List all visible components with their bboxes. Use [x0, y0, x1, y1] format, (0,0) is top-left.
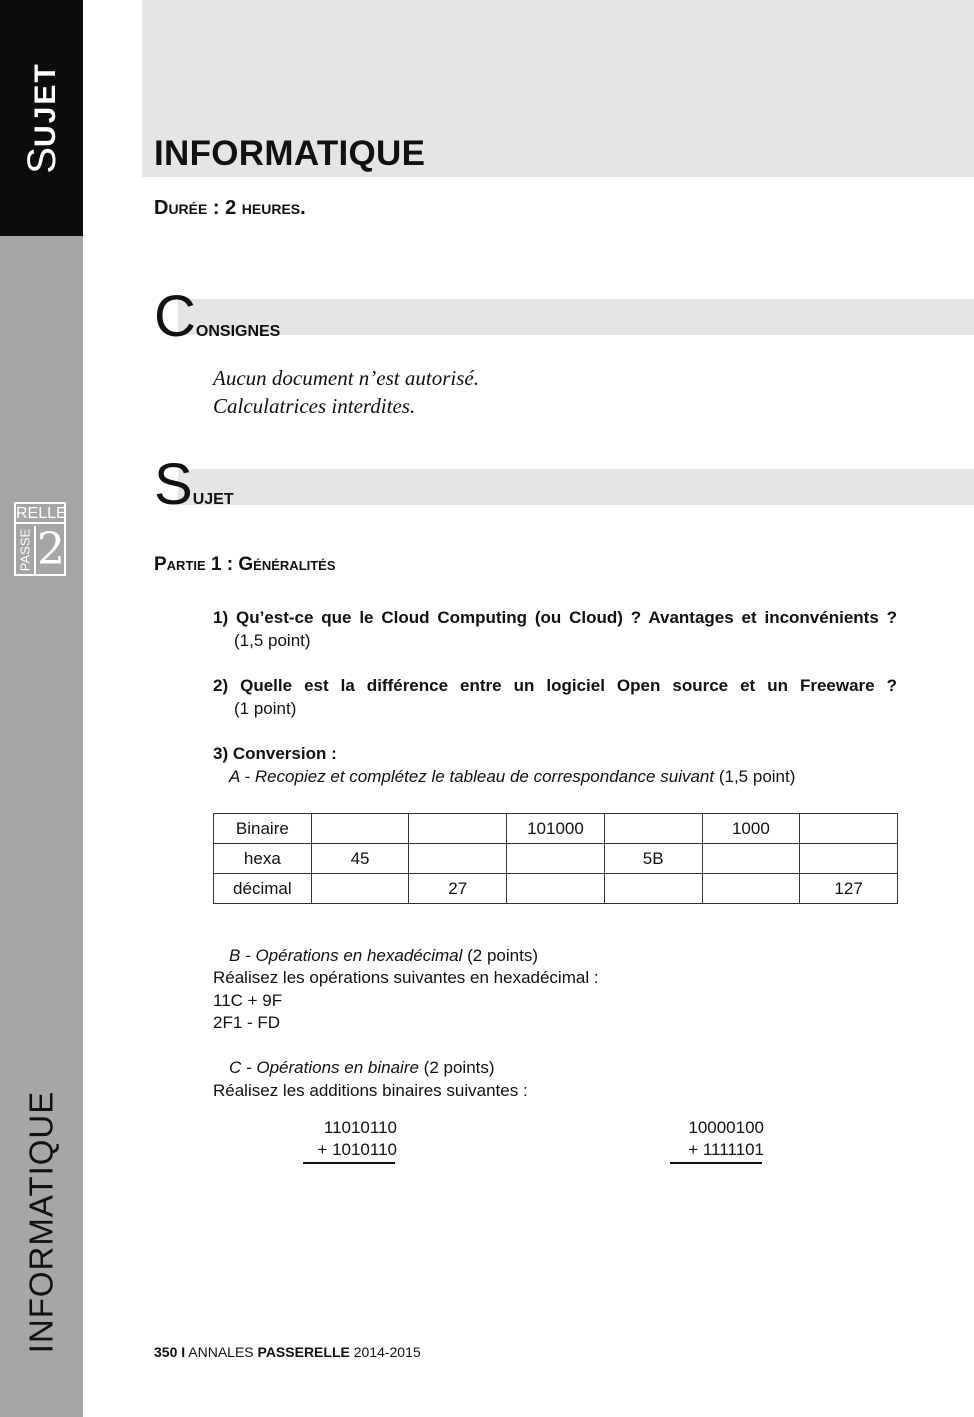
- section-c-title: C - Opérations en binaire (2 points): [229, 1058, 495, 1077]
- hex-operation-1: 11C + 9F: [213, 991, 283, 1010]
- addition-rule: [303, 1162, 395, 1164]
- question-1: 1) Qu’est-ce que le Cloud Computing (ou Cloud) ? Avantages et inconvénients ? (1,5 point): [213, 608, 897, 650]
- question-2: 2) Quelle est la différence entre un logiciel Open source et un Freeware ? (1 point): [213, 676, 897, 718]
- sidebar-subject-label: INFORMATIQUE: [22, 1090, 60, 1354]
- consigne-line-2: Calculatrices interdites.: [213, 394, 416, 418]
- partie-1-title: Partie 1 : Généralités: [154, 554, 336, 575]
- sujet-band: [178, 469, 974, 505]
- page-footer: 350 I ANNALES PASSERELLE 2014-2015: [154, 1344, 421, 1360]
- section-b-title: B - Opérations en hexadécimal (2 points): [229, 946, 539, 965]
- duration: Durée : 2 heures.: [154, 197, 306, 219]
- section-b-instruction: Réalisez les opérations suivantes en hexadécimal :: [213, 968, 599, 987]
- table-row: hexa 45 5B: [214, 844, 898, 874]
- addition-rule: [670, 1162, 762, 1164]
- consignes-heading: Consignes: [154, 284, 281, 349]
- binary-addition-2-top: 10000100: [688, 1118, 764, 1137]
- conversion-table: [213, 813, 898, 904]
- binary-addition-1-bottom: + 1010110: [317, 1140, 397, 1159]
- passerelle-logo: RELLE PASSE 2: [14, 502, 66, 576]
- sidebar-section-label: SUJET: [20, 62, 64, 174]
- section-c-instruction: Réalisez les additions binaires suivantes :: [213, 1081, 528, 1100]
- sujet-heading: Sujet: [154, 452, 234, 517]
- table-row: Binaire 101000 1000: [214, 814, 898, 844]
- consignes-band: [178, 299, 974, 335]
- binary-addition-2-bottom: + 1111101: [688, 1140, 764, 1159]
- page-number: 350: [154, 1344, 178, 1360]
- binary-addition-1-top: 11010110: [323, 1118, 397, 1137]
- hex-operation-2: 2F1 - FD: [213, 1013, 281, 1032]
- consigne-line-1: Aucun document n’est autorisé.: [213, 366, 479, 390]
- table-row: décimal 27 127: [214, 874, 898, 904]
- page-title: INFORMATIQUE: [154, 134, 426, 173]
- question-3: 3) Conversion : A - Recopiez et complétez le tableau de correspondance suivant (1,5 point): [213, 744, 796, 786]
